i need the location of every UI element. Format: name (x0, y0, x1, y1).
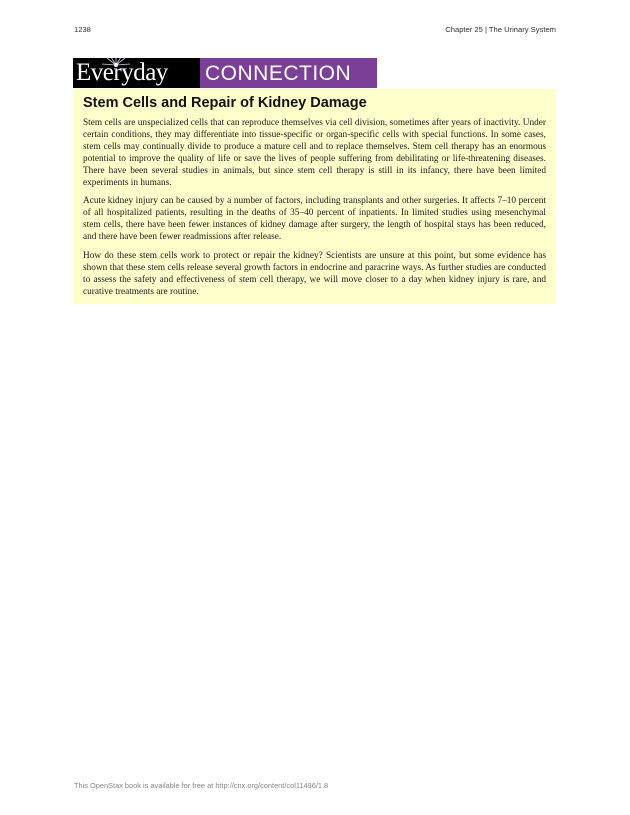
banner-everyday-text: Everyday (76, 59, 168, 86)
feature-box (73, 89, 556, 304)
everyday-connection-banner (73, 58, 377, 88)
feature-paragraph-3: How do these stem cells work to protect or repair the kidney? Scientists are unsure at this point, but some evidence has shown that these stem cells release several growth factors in endocrine and paracrine ways. As further studies are conducted to assess the safety and effectiveness of stem cell therapy, we will move closer to a day when kidney injury is rare, and curative treatments are routine. (83, 251, 546, 297)
page-number: 1238 (74, 25, 91, 34)
banner-connection-text: CONNECTION (200, 58, 377, 88)
chapter-title: Chapter 25 | The Urinary System (445, 25, 556, 34)
feature-paragraph-1: Stem cells are unspecialized cells that can reproduce themselves via cell division, sometimes after years of inactivity. Under certain conditions, they may differentiate into tissue-specific or organ-specific cells with special functions. In some cases, stem cells may continually divide to produce a mature cell and to replace themselves. Stem cell therapy has an enormous potential to improve the quality of life or save the lives of people suffering from debilitating or life-threatening diseases. There have been several studies in animals, but since stem cell therapy is still in its infancy, there have been limited experiments in humans. (83, 118, 546, 188)
page-footer: This OpenStax book is available for free at http://cnx.org/content/col11496/1.8 (74, 781, 329, 790)
page-header (74, 25, 556, 37)
banner-left-panel (73, 58, 200, 88)
feature-paragraph-2: Acute kidney injury can be caused by a number of factors, including transplants and other surgeries. It affects 7–10 percent of all hospitalized patients, resulting in the deaths of 35–40 percent of inpatients. In limited studies using mesenchymal stem cells, there have been fewer instances of kidney damage after surgery, the length of hospital stays has been reduced, and there have been fewer readmissions after release. (83, 196, 546, 243)
feature-title: Stem Cells and Repair of Kidney Damage (83, 95, 367, 111)
